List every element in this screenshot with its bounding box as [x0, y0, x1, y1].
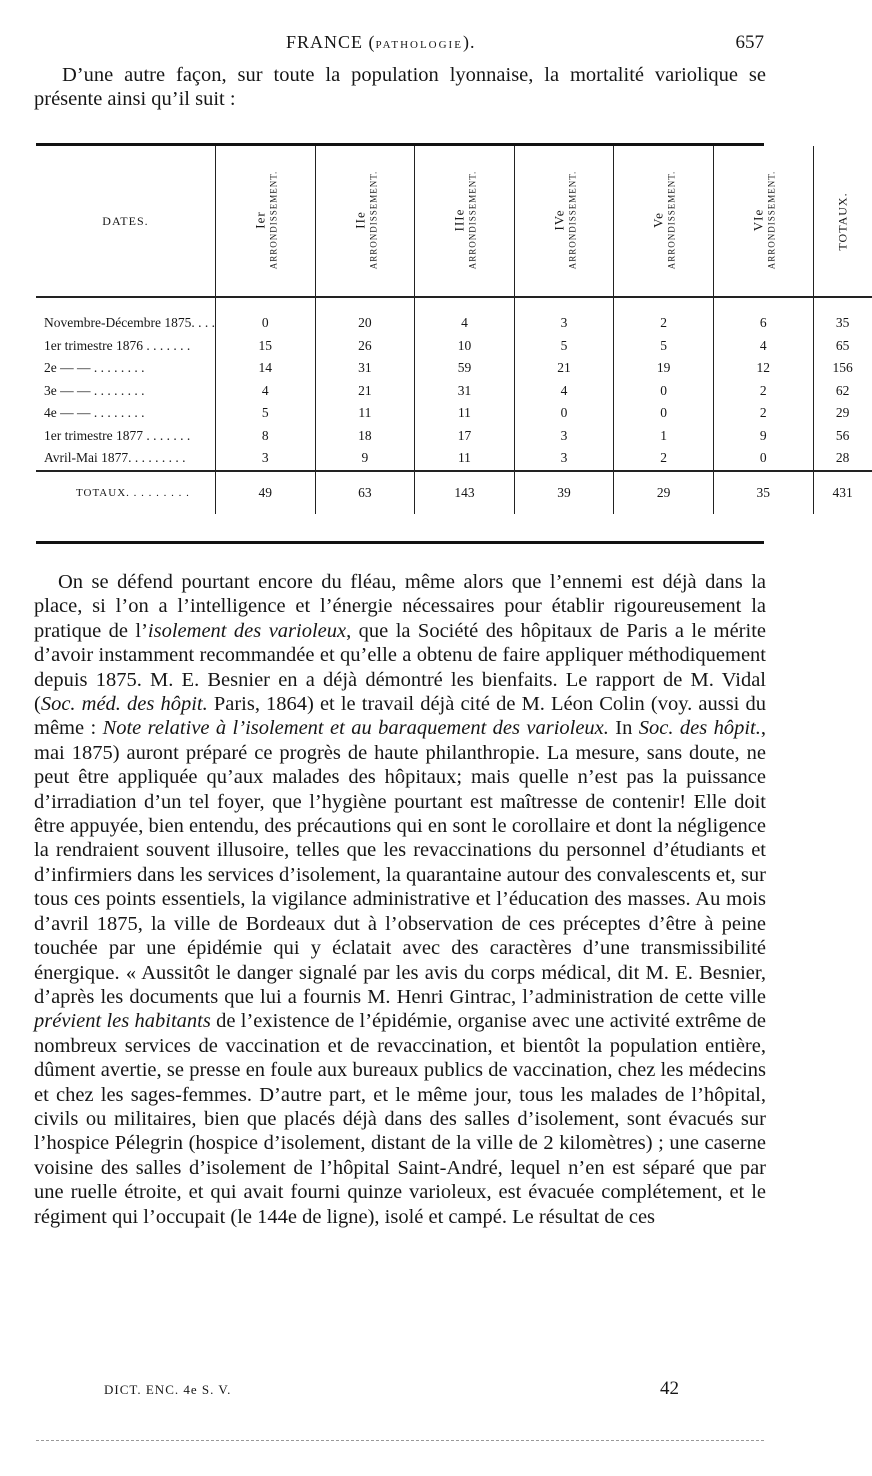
arr-cell-1: 49 [215, 471, 315, 514]
bottom-rule [36, 1440, 764, 1441]
header-arr-4 [514, 146, 614, 297]
body-text-6: de l’existence de l’épidémie, organise avec une activité extrême de nombreux services de vaccination et de revaccination, et bientôt la population entière, dûment avertie, se presse en foule aux bureaux publics de vaccination, chez les médecins et chez les sages-femmes. D’autre part, et le même jour, tous les malades de l’hôpital, civils ou militaires, bien que placés déjà dans des salles d’isolement, sont évacués sur l’hospice Pélegrin (hospice d’isolement, distant de la ville de 2 kilomètres) ; une caserne voisine des salles d’isolement de l’hôpital Saint-André, lequel n’en est séparé que par une ruelle étroite, et qui avait fourni quinze varioleux, est évacuée complétement, et le régiment qui l’occupait (le 144e de ligne), isolé et campé. Le résultat de ces [34, 1010, 766, 1228]
arr-cell-1: 8 [215, 425, 315, 448]
arr-cell-1: 3 [215, 447, 315, 471]
header-dates: DATES. [36, 146, 215, 297]
row-label: 2e — — . . . . . . . . [36, 357, 215, 380]
row-label: 1er trimestre 1876 . . . . . . . [36, 335, 215, 358]
arr-cell-5: 0 [614, 380, 714, 403]
table-row [36, 402, 872, 425]
arr-cell-3: 143 [415, 471, 515, 514]
row-label: TOTAUX. . . . . . . . . [36, 471, 215, 514]
row-total-cell: 28 [835, 450, 850, 466]
arr-cell-6: 35 [713, 471, 813, 514]
arr-cell-3: 11 [415, 402, 515, 425]
arr-cell-1: 5 [215, 402, 315, 425]
arr-cell-2: 11 [315, 402, 415, 425]
header-arr-5-num: Ve [650, 211, 666, 228]
row-label: 4e — — . . . . . . . . [36, 402, 215, 425]
row-total-cell: 431 [813, 471, 872, 514]
table-row [36, 425, 872, 448]
row-total-cell: 62 [835, 382, 850, 398]
table-row [36, 380, 872, 403]
header-totals [813, 146, 872, 297]
arr-cell-2: 21 [315, 380, 415, 403]
arr-cell-1: 0 [215, 297, 315, 335]
running-title [286, 32, 475, 53]
header-arr-5-label: ARRONDISSEMENT. [666, 170, 677, 269]
arr-cell-3: 59 [415, 357, 515, 380]
arr-cell-6: 2 [713, 402, 813, 425]
arr-cell-6: 2 [713, 380, 813, 403]
body-text-5: , mai 1875) auront préparé ce progrès de haute philanthropie. La mesure, sans doute, ne peut être appliquée qu’aux malades des hôpitaux; mais quelle n’est pas la puissance d’irradiation d’un tel foyer, que l’hygiène pourtant est maîtresse de contenir! Elle doit être appuyée, bien entendu, des précautions qui en sont le corollaire et dont la négligence la rendraient souvent illusoire, telles que les revaccinations du personnel d’étudiants et d’infirmiers dans les services d’isolement, la quarantaine autour des convalescents et, sur tous ces points essentiels, la vigilance administrative et l’éducation des masses. Au mois d’avril 1875, la ville de Bordeaux dut à l’observation de ces préceptes d’être à peine touchée par une épidémie qui y éclatait avec des caractères d’une transmissibilité énergique. « Aussitôt le danger signalé par les avis du corps médical, dit M. E. Besnier, d’après les documents que lui a fournis M. Henri Gintrac, l’administration de cette ville [34, 717, 766, 1008]
running-head [0, 32, 800, 58]
body-italic-2: Soc. méd. des hôpit. [40, 693, 208, 716]
header-arr-6 [713, 146, 813, 297]
body-italic-5: prévient les habitants [34, 1010, 211, 1033]
arr-cell-3: 17 [415, 425, 515, 448]
body-text-2: , que la Société des hôpitaux de Paris a le mérite d’avoir instamment recommandée et qu’elle a obtenu de faire appliquer méthodiquement depuis 1875. M. E. Besnier en a déjà démontré les bienfaits. Le rapport de M. Vidal ( [34, 619, 767, 716]
table-row [36, 447, 872, 471]
header-arr-3-label: ARRONDISSEMENT. [467, 170, 478, 269]
arr-cell-5: 29 [614, 471, 714, 514]
arr-cell-5: 19 [614, 357, 714, 380]
arr-cell-4: 0 [514, 402, 614, 425]
arr-cell-6: 4 [713, 335, 813, 358]
arr-cell-3: 4 [415, 297, 515, 335]
table-row [36, 357, 872, 380]
row-total-cell: 65 [835, 337, 850, 353]
arr-cell-3: 11 [415, 447, 515, 471]
arr-cell-2: 20 [315, 297, 415, 335]
running-title-small: PATHOLOGIE [375, 39, 463, 51]
table-row [36, 335, 872, 358]
arr-cell-2: 18 [315, 425, 415, 448]
row-total-cell: 35 [835, 315, 850, 331]
arr-cell-6: 9 [713, 425, 813, 448]
arr-cell-4: 21 [514, 357, 614, 380]
arr-cell-4: 3 [514, 297, 614, 335]
table-row [36, 297, 872, 335]
arr-cell-5: 0 [614, 402, 714, 425]
page-footer [0, 1378, 800, 1402]
page-number: 657 [735, 32, 764, 53]
running-title-end: ). [462, 32, 476, 52]
row-total-cell: 56 [835, 427, 850, 443]
arr-cell-5: 5 [614, 335, 714, 358]
row-label: 3e — — . . . . . . . . [36, 380, 215, 403]
arr-cell-4: 3 [514, 447, 614, 471]
header-arr-3-num: IIIe [451, 208, 467, 231]
body-italic-1: isolement des varioleux [147, 619, 347, 642]
arr-cell-1: 4 [215, 380, 315, 403]
arr-cell-5: 1 [614, 425, 714, 448]
header-arr-2-label: ARRONDISSEMENT. [367, 170, 378, 269]
header-arr-4-label: ARRONDISSEMENT. [567, 170, 578, 269]
header-arr-2-num: IIe [351, 210, 367, 229]
body-text-1: On se défend pourtant encore du fléau, même alors que l’ennemi est déjà dans la place, si l’on a l’intelligence et l’énergie nécessaires pour établir rigoureusement la pratique de l’ [34, 571, 766, 642]
arr-cell-6: 0 [713, 447, 813, 471]
arr-cell-1: 14 [215, 357, 315, 380]
body-paragraph [34, 570, 766, 1229]
body-italic-3: Note relative à l’isolement et au baraquement des varioleux. [102, 717, 609, 740]
intro-paragraph: D’une autre façon, sur toute la population lyonnaise, la mortalité variolique se présente ainsi qu’il suit : [34, 64, 766, 110]
header-totals-label: TOTAUX. [835, 192, 850, 251]
row-label: Avril-Mai 1877. . . . . . . . . [36, 447, 215, 471]
row-total-cell: 156 [832, 360, 853, 376]
header-arr-3 [415, 146, 515, 297]
header-arr-6-num: VIe [750, 208, 766, 231]
arr-cell-6: 12 [713, 357, 813, 380]
header-arr-1-label: ARRONDISSEMENT. [268, 170, 279, 269]
table-body [36, 297, 872, 514]
arr-cell-5: 2 [614, 447, 714, 471]
arr-cell-5: 2 [614, 297, 714, 335]
arr-cell-2: 63 [315, 471, 415, 514]
sheet-number: 42 [660, 1378, 679, 1399]
table-header-row [36, 146, 872, 297]
header-arr-5 [614, 146, 714, 297]
arr-cell-2: 9 [315, 447, 415, 471]
header-arr-4-num: IVe [551, 208, 567, 231]
body-text-4: In [608, 717, 639, 740]
arr-cell-3: 31 [415, 380, 515, 403]
body-italic-4: Soc. des hôpit. [638, 717, 761, 740]
arr-cell-6: 6 [713, 297, 813, 335]
header-arr-1 [215, 146, 315, 297]
header-arr-1-num: Ier [252, 210, 268, 229]
body-text-3: Paris, 1864) et le travail déjà cité de M. Léon Colin (voy. aussi du même : [34, 693, 766, 740]
running-title-main: FRANCE ( [286, 32, 376, 52]
mortality-table [36, 143, 853, 544]
signature-mark: DICT. ENC. 4e S. V. [104, 1382, 232, 1397]
arr-cell-2: 26 [315, 335, 415, 358]
arr-cell-1: 15 [215, 335, 315, 358]
table-total-row [36, 471, 872, 514]
row-label: Novembre-Décembre 1875. . . . [36, 297, 215, 335]
arr-cell-4: 3 [514, 425, 614, 448]
header-arr-2 [315, 146, 415, 297]
arr-cell-2: 31 [315, 357, 415, 380]
arr-cell-3: 10 [415, 335, 515, 358]
row-total-cell: 29 [835, 405, 850, 421]
header-arr-6-label: ARRONDISSEMENT. [766, 170, 777, 269]
arr-cell-4: 4 [514, 380, 614, 403]
arr-cell-4: 39 [514, 471, 614, 514]
arr-cell-4: 5 [514, 335, 614, 358]
row-label: 1er trimestre 1877 . . . . . . . [36, 425, 215, 448]
